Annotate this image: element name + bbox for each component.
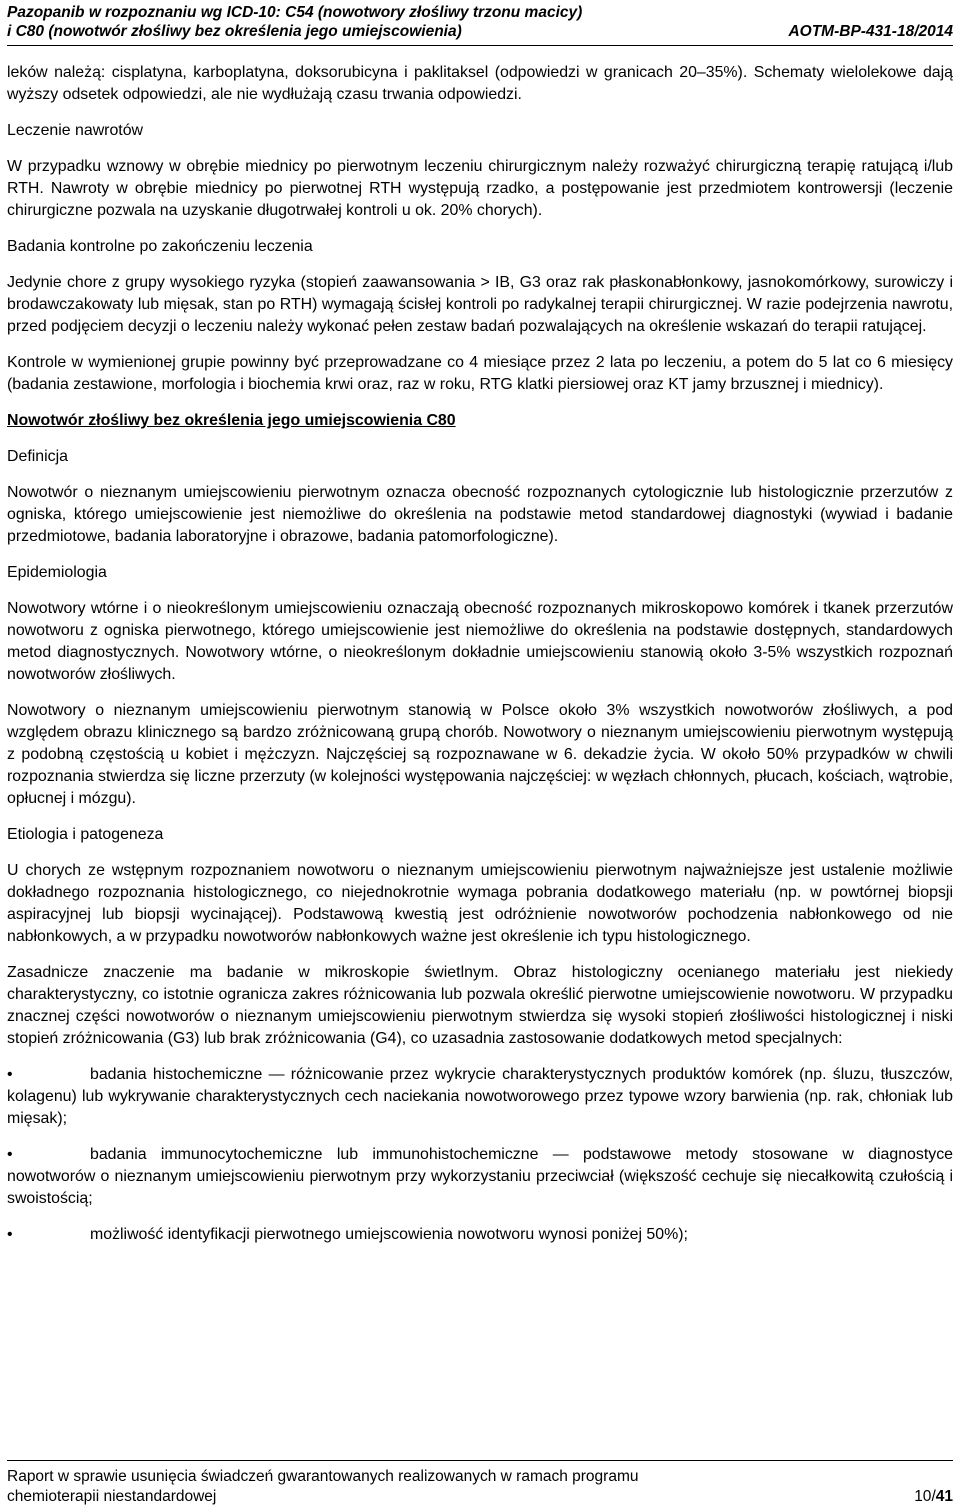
bullet-mark: • bbox=[7, 1146, 13, 1163]
paragraph: Nowotwór o nieznanym umiejscowieniu pierwotnym oznacza obecność rozpoznanych cytologicznie lub histologicznie przerzutów z ogniska, którego umiejscowienie jest niemożliwe do określenia na podstawie metod standardowej diagnostyki (wywiad i badanie przedmiotowe, badania laboratoryjne i obrazowe, badania patomorfologiczne). bbox=[7, 484, 953, 545]
bullet-text: badania histochemiczne — różnicowanie przez wykrycie charakterystycznych produktów komórek (np. śluzu, tłuszczów, kolagenu) lub wykrywanie charakterystycznych cech naciekania nowotworowego przez typowe wzory barwienia (np. rak, chłoniak lub mięsak); bbox=[7, 1066, 953, 1127]
bullet-mark: • bbox=[7, 1066, 13, 1083]
bullet-mark: • bbox=[7, 1226, 13, 1243]
subheading-definicja: Definicja bbox=[7, 448, 68, 465]
page-total: 41 bbox=[935, 1488, 953, 1505]
page-number bbox=[914, 1487, 953, 1507]
subheading-leczenie-nawrotow: Leczenie nawrotów bbox=[7, 122, 144, 139]
header-row bbox=[7, 22, 953, 41]
page-header bbox=[7, 0, 953, 46]
page-separator: / bbox=[931, 1488, 936, 1505]
footer-row bbox=[7, 1487, 953, 1507]
paragraph: U chorych ze wstępnym rozpoznaniem nowotworu o nieznanym umiejscowieniu pierwotnym najważniejsze jest ustalenie możliwie dokładnego rozpoznania histologicznego, co niejednokrotnie wymaga pobrania dodatkowego materiału (np. w powtórnej biopsji aspiracyjnej lub biopsji wycinającej). Podstawową kwestią jest odróżnienie nowotworów pochodzenia nabłonkowego od nie nabłonkowych, a w przypadku nowotworów nabłonkowych ważne jest określenie ich typu histologicznego. bbox=[7, 862, 953, 945]
header-title: Pazopanib w rozpoznaniu wg ICD-10: C54 (nowotwory złośliwy trzonu macicy) bbox=[7, 4, 583, 21]
page-current: 10 bbox=[914, 1488, 932, 1505]
paragraph: Zasadnicze znaczenie ma badanie w mikroskopie świetlnym. Obraz histologiczny ocenianego materiału jest niekiedy charakterystyczny, co istotnie ogranicza zakres różnicowania lub pozwala określić pierwotne umiejscowienie nowotworu. W przypadku znacznej części nowotworów o nieznanym umiejscowieniu pierwotnym stwierdza się wysoki stopień złośliwości histologicznej i niski stopień zróżnicowania (G3) lub brak zróżnicowania (G4), co uzasadnia zastosowanie dodatkowych metod specjalnych: bbox=[7, 964, 953, 1047]
bullet-item bbox=[7, 1064, 953, 1130]
footer-line-1: Raport w sprawie usunięcia świadczeń gwarantowanych realizowanych w ramach programu bbox=[7, 1468, 639, 1485]
paragraph: Jedynie chore z grupy wysokiego ryzyka (stopień zaawansowania > IB, G3 oraz rak płaskonabłonkowy, jasnokomórkowy, surowiczy i brodawczakowaty lub mięsak, stan po RTH) wymagają ścisłej kontroli po radykalnej terapii chirurgicznej. W razie podejrzenia nawrotu, przed podjęciem decyzji o leczeniu należy wykonać pełen zestaw badań pozwalających na określenie wskazań do terapii ratującej. bbox=[7, 274, 953, 335]
paragraph: Nowotwory o nieznanym umiejscowieniu pierwotnym stanowią w Polsce około 3% wszystkich nowotworów złośliwych, a pod względem obrazu klinicznego są bardzo zróżnicowaną grupą chorób. Nowotwory o nieznanym umiejscowieniu pierwotnym występują z podobną częstością u kobiet i mężczyzn. Najczęściej są rozpoznawane w 6. dekadzie życia. W około 50% przypadków w chwili rozpoznania stwierdza się liczne przerzuty (w kolejności występowania najczęściej: w węzłach chłonnych, płucach, kościach, wątrobie, opłucnej i mózgu). bbox=[7, 702, 953, 807]
header-report-code: AOTM-BP-431-18/2014 bbox=[788, 23, 953, 40]
subheading-etiologia: Etiologia i patogeneza bbox=[7, 826, 164, 843]
paragraph: Kontrole w wymienionej grupie powinny być przeprowadzane co 4 miesiące przez 2 lata po leczeniu, a potem do 5 lat co 6 miesięcy (badania zestawione, morfologia i biochemia krwi oraz, raz w roku, RTG klatki piersiowej oraz KT jamy brzusznej i miednicy). bbox=[7, 354, 953, 393]
bullet-text: badania immunocytochemiczne lub immunohistochemiczne — podstawowe metody stosowane w diagnostyce nowotworów o nieznanym umiejscowieniu pierwotnym przy wykorzystaniu przeciwciał (większość cechuje się niecałkowitą czułością i swoistością; bbox=[7, 1146, 953, 1207]
bullet-item bbox=[7, 1144, 953, 1210]
subheading-epidemiologia: Epidemiologia bbox=[7, 564, 107, 581]
paragraph: Nowotwory wtórne i o nieokreślonym umiejscowieniu oznaczają obecność rozpoznanych mikroskopowo komórek i tkanek przerzutów nowotworu z ogniska pierwotnego, którego umiejscowienie jest niemożliwe do określenia na podstawie dostępnych, standardowych metod diagnostycznych. Nowotwory wtórne, o nieokreślonym dokładnie umiejscowieniu stanowią około 3-5% wszystkich rozpoznań nowotworów złośliwych. bbox=[7, 600, 953, 683]
page-content bbox=[7, 46, 953, 1246]
bullet-item bbox=[7, 1224, 953, 1246]
bullet-text: możliwość identyfikacji pierwotnego umiejscowienia nowotworu wynosi poniżej 50%); bbox=[90, 1226, 688, 1243]
header-subtitle: i C80 (nowotwór złośliwy bez określenia jego umiejscowienia) bbox=[7, 23, 462, 40]
footer-line-2: chemioterapii niestandardowej bbox=[7, 1488, 217, 1505]
paragraph: W przypadku wznowy w obrębie miednicy po pierwotnym leczeniu chirurgicznym należy rozważyć chirurgiczną terapię ratującą i/lub RTH. Nawroty w obrębie miednicy po pierwotnej RTH występują rzadko, a postępowanie jest przedmiotem kontrowersji (leczenie chirurgiczne pozwala na uzyskanie długotrwałej kontroli u ok. 20% chorych). bbox=[7, 158, 953, 219]
subheading-badania-kontrolne: Badania kontrolne po zakończeniu leczenia bbox=[7, 238, 313, 255]
paragraph: leków należą: cisplatyna, karboplatyna, doksorubicyna i paklitaksel (odpowiedzi w granicach 20–35%). Schematy wielolekowe dają wyższy odsetek odpowiedzi, ale nie wydłużają czasu trwania odpowiedzi. bbox=[7, 64, 953, 103]
page-footer bbox=[7, 1460, 953, 1507]
section-title-c80: Nowotwór złośliwy bez określenia jego umiejscowienia C80 bbox=[7, 412, 456, 429]
